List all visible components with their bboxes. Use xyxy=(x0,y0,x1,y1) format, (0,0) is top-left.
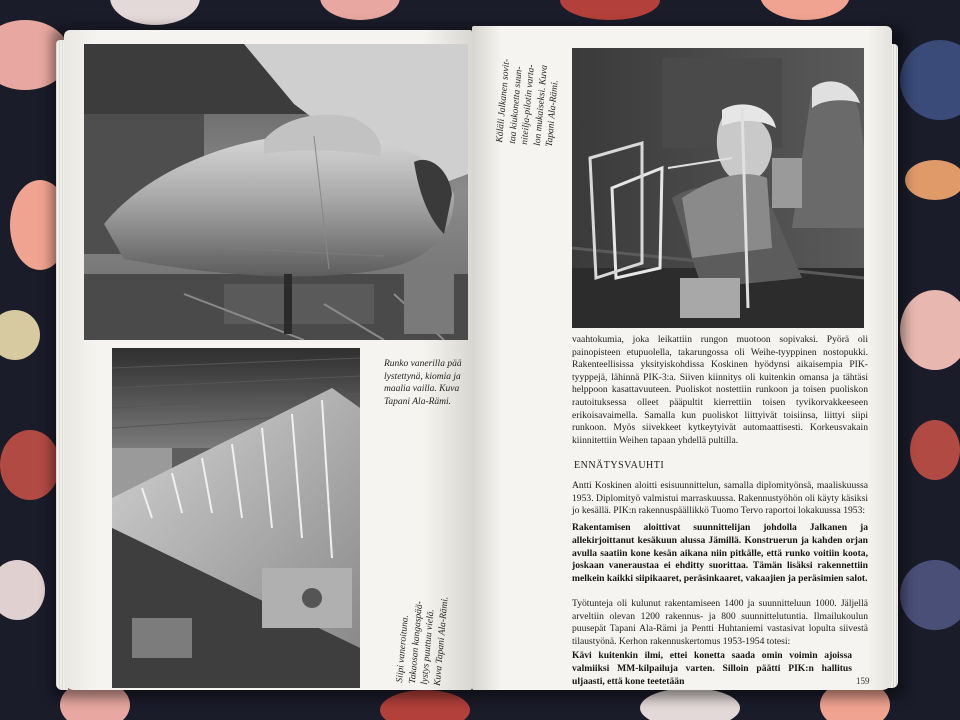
left-page xyxy=(64,30,472,690)
quote-1: Rakentamisen aloittivat suunnittelijan johdolla Jalkanen ja allekirjoittanut kesäkuun alussa Jämillä. Konstruerun ja kahden orjan avulla saatiin kone kesän aikana niin pitkälle, että runko voitiin koota, joskaan vaneraustaa ei ehditty suorittaa. Tämän lisäksi rakennettiin melkein kaikki siipikaaret, peräsinkaaret, vakaajien ja peräsimien salot. xyxy=(572,522,868,585)
caption-line: lon mukaiseksi. Kuva xyxy=(532,64,550,147)
wing-photo xyxy=(112,348,360,688)
right-page xyxy=(472,26,892,690)
page-number: 159 xyxy=(856,676,870,686)
caption-line: Kuva Tapani Ala-Rämi. xyxy=(432,596,451,687)
caption-line: lystys puuttuu vielä. xyxy=(419,608,437,686)
caption-top-right xyxy=(494,42,565,147)
flower-pattern xyxy=(910,420,960,480)
caption-line: Tapani Ala-Rämi. xyxy=(384,396,452,407)
paragraph-2 xyxy=(572,480,868,524)
flower-pattern xyxy=(900,560,960,630)
flower-pattern xyxy=(110,0,200,25)
flower-pattern xyxy=(905,160,960,200)
quote-2: Kävi kuitenkin ilmi, ettei konetta saada omin voimin ajoissa valmiiksi MM-kilpailuja varten. Silloin päätti PIK:n hallitus uljaasti, että kone teetetään xyxy=(572,650,852,687)
caption-line: niteilja-pilotin varta- xyxy=(519,64,537,146)
caption-line: Takaosan kangaspää- xyxy=(407,600,425,685)
flower-pattern xyxy=(760,0,850,20)
caption-bottom xyxy=(394,592,452,686)
flower-pattern xyxy=(0,430,60,500)
caption-line: Käläli Jalkanen sovit- xyxy=(494,58,513,143)
caption-line: Runko vanerilla pää xyxy=(384,359,462,369)
paragraph-1 xyxy=(572,334,868,453)
paragraph-text: Työtunteja oli kulunut rakentamiseen 1400 ja suunnitteluun 1000. Jäljellä arveltiin olevan 1200 rakennus- ja 800 suunnittelutuntia. Ilmailukoulun puusepät Tapani Ala-Rämi ja Pentti Huhtaniemi vastasivat lopulta siivestä tilaustyönä. Kerhon rakennuskertomus 1953-1954 totesi: xyxy=(572,598,868,647)
flower-pattern xyxy=(0,310,40,360)
fuselage-photo xyxy=(84,44,468,340)
flower-pattern xyxy=(320,0,400,20)
caption-line: lystettynä, kiomia ja xyxy=(384,371,461,382)
flower-pattern xyxy=(900,40,960,120)
caption-middle xyxy=(384,358,468,408)
paragraph-text: Antti Koskinen aloitti esisuunnittelun, samalla diplomityönsä, maaliskuussa 1953. Diplomityö valmistui marraskuussa. Rakennustyöhön oli käyty käsiksi jo kesällä. PIK:n rakennuspäällikkö Tuomo Tervo raportoi lokakuussa 1953: xyxy=(572,480,868,517)
caption-line: Tapani Ala-Rämi. xyxy=(544,79,561,148)
flower-pattern xyxy=(0,560,45,620)
caption-line: Siipi vaneroituna. xyxy=(394,614,411,683)
flower-pattern xyxy=(560,0,660,20)
paragraph-3 xyxy=(572,598,868,654)
flower-pattern xyxy=(900,290,960,370)
caption-line: maalia vailla. Kuva xyxy=(384,384,460,394)
section-heading: ENNÄTYSVAUHTI xyxy=(574,460,665,471)
paragraph-text: vaahtokumia, joka leikattiin rungon muotoon sopivaksi. Pyörä oli painopisteen etupuolella, takarungossa oli Weihe-tyyppinen nostopukki. Rakenteellisissa yksityiskohdissa Koskinen hyödynsi aikaisempia PIK-tyyppejä, lähinnä PIK-3:a. Siiven kiinnitys oli kuitenkin omansa ja tähtäsi helppoon kasattavuuteen. Puoliskot nostettiin runkoon ja toisen puoliskon rautoituksessa olleet pääpultit kierrettiin toisen tyvikorvakkeeseen erikoisavaimella. Samalla kun puoliskot liittyivät toisiinsa, liittyi siipi runkoon. Myös siivekkeet kytkeytyivät automaattisesti. Korkeusvakain kiinnitettiin Weihen tapaan yhdellä pultilla. xyxy=(572,334,868,446)
workers-photo xyxy=(572,48,864,328)
caption-line: taa kiukonetta suun- xyxy=(507,65,525,145)
